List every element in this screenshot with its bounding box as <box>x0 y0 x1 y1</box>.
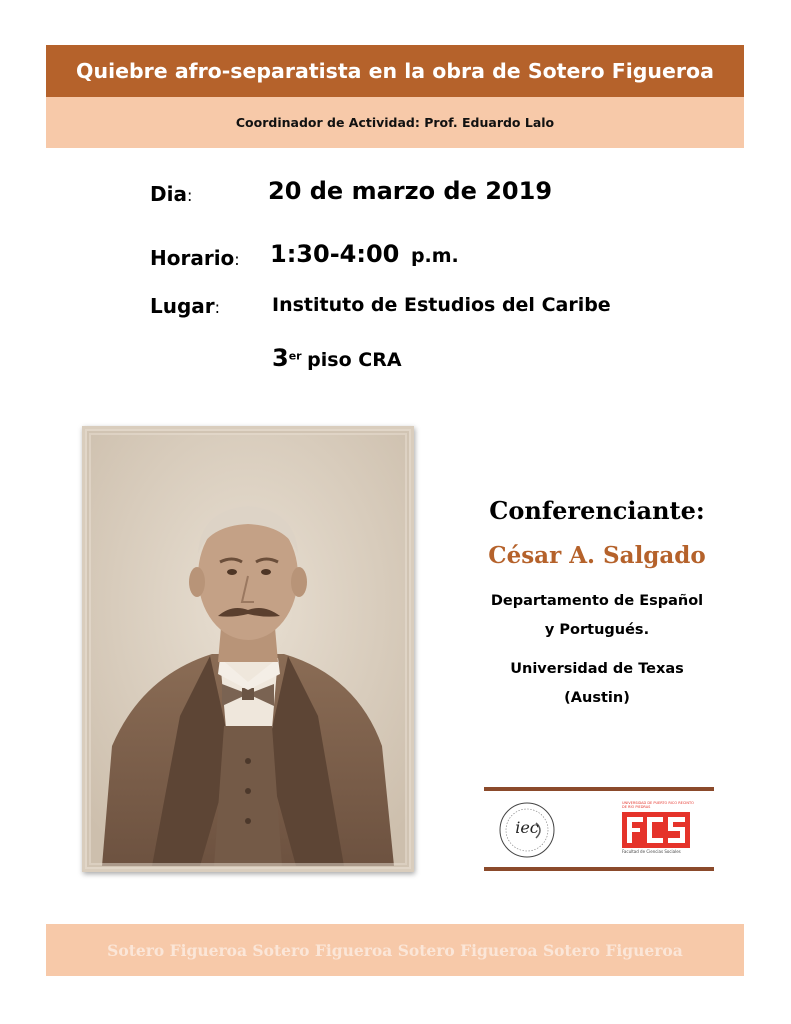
floor-superscript: er <box>288 349 302 363</box>
speaker-department-line1: Departamento de Español <box>490 593 704 609</box>
speaker-university-line2: (Austin) <box>564 690 630 706</box>
time-label-row: Horario: <box>150 246 240 270</box>
day-label: Dia <box>150 182 187 206</box>
upr-fcs-logo <box>622 801 698 861</box>
upr-header-text: UNIVERSIDAD DE PUERTO RICO RECINTO DE RÍO PIEDRAS <box>622 801 694 809</box>
fcs-emblem-icon <box>622 812 690 848</box>
footer-banner <box>46 924 744 976</box>
upr-footer-text: Facultad de Ciencias Sociales <box>622 849 681 854</box>
place-value: Instituto de Estudios del Caribe <box>272 294 611 316</box>
time-label: Horario <box>150 246 235 270</box>
day-value: 20 de marzo de 2019 <box>268 177 553 205</box>
place-label-row: Lugar: <box>150 294 221 318</box>
place-label: Lugar <box>150 294 215 318</box>
logo-bottom-rule <box>484 867 714 871</box>
speaker-name: César A. Salgado <box>488 542 706 569</box>
portrait-illustration <box>82 426 414 872</box>
floor-number: 3 <box>272 344 289 372</box>
day-label-row: Dia: <box>150 182 193 206</box>
floor-row <box>272 344 402 372</box>
speaker-heading: Conferenciante: <box>489 496 705 525</box>
speaker-department-line2: y Portugués. <box>544 622 650 638</box>
logo-top-rule <box>484 787 714 791</box>
floor-rest: piso CRA <box>307 349 402 371</box>
iec-seal-logo <box>498 801 556 859</box>
sponsor-logos <box>484 787 714 871</box>
coordinator-text: Coordinador de Actividad: Prof. Eduardo Lalo <box>235 115 555 130</box>
footer-repeated-text: Sotero Figueroa Sotero Figueroa Sotero Figueroa Sotero Figueroa <box>107 940 683 960</box>
coordinator-banner <box>46 97 744 148</box>
time-value-row <box>270 240 459 268</box>
iec-initials: iec <box>515 818 539 837</box>
portrait-photo <box>82 426 414 872</box>
title-banner <box>46 45 744 97</box>
time-suffix: p.m. <box>410 245 459 267</box>
speaker-university-line1: Universidad de Texas <box>510 661 684 677</box>
event-title: Quiebre afro-separatista en la obra de Sotero Figueroa <box>76 59 714 83</box>
time-value: 1:30-4:00 <box>270 240 400 268</box>
